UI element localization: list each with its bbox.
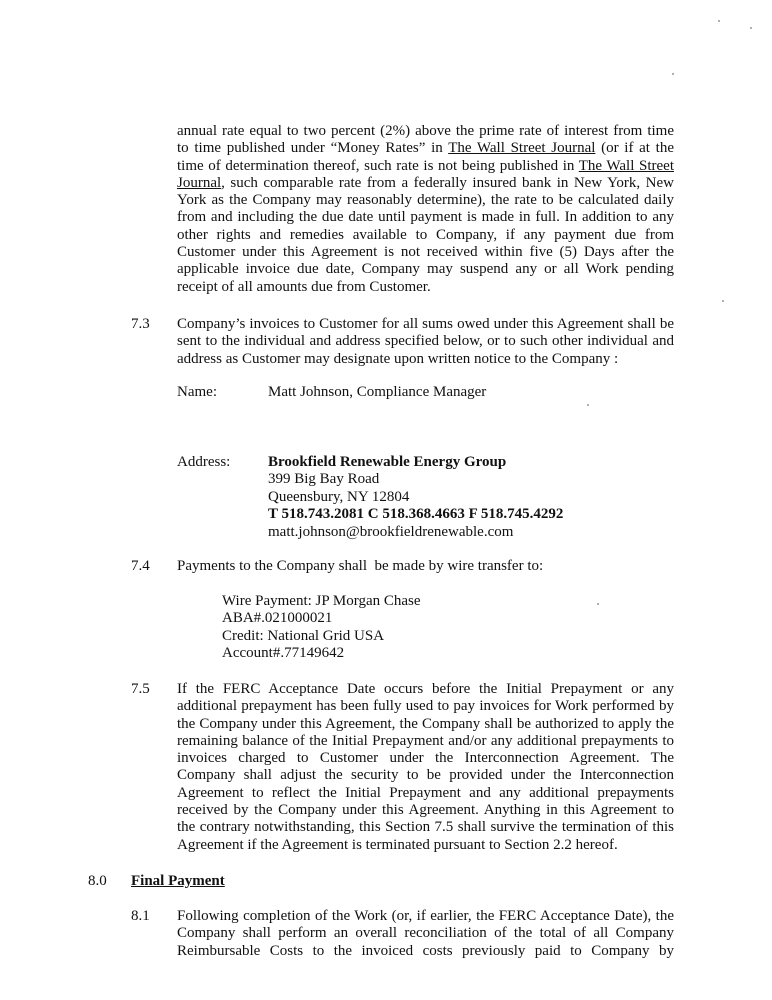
text-line: Agreement to reflect the Initial Prepayment and any additional prepayments <box>177 784 674 801</box>
text-line: additional prepayment has been fully used to pay invoices for Work performed by <box>177 698 674 715</box>
text-line: If the FERC Acceptance Date occurs before the Initial Prepayment or any <box>177 681 674 697</box>
scan-artifact <box>750 27 752 29</box>
text-line: received by the Company under this Agreement. Anything in this Agreement to <box>177 802 674 819</box>
scan-artifact <box>722 300 724 302</box>
text-line: annual rate equal to two percent (2%) above the prime rate of interest from time <box>177 123 674 139</box>
section-title-final-payment: Final Payment <box>131 873 225 889</box>
text-line: time of determination thereof, such rate is not being published in The Wall Street <box>177 157 674 174</box>
company-name: Brookfield Renewable Energy Group <box>268 454 507 470</box>
wire-details <box>222 593 421 663</box>
street-address: 399 Big Bay Road <box>268 471 380 488</box>
text-line: Customer under this Agreement is not received within five (5) Days after the <box>177 244 674 261</box>
wsj-reference: Journal <box>177 174 222 191</box>
scan-artifact <box>718 20 720 22</box>
address-block <box>268 454 563 541</box>
scan-artifact <box>587 404 589 406</box>
paragraph-8-1 <box>177 908 674 960</box>
email-address: matt.johnson@brookfieldrenewable.com <box>268 523 514 540</box>
address-label: Address: <box>177 454 231 470</box>
section-number-7-5: 7.5 <box>131 681 150 697</box>
paragraph-7-3 <box>177 316 674 368</box>
text-line: address as Customer may designate upon written notice to the Company : <box>177 350 619 367</box>
wsj-reference: The Wall Street Journal <box>448 140 596 157</box>
scan-artifact <box>672 73 674 75</box>
text-line: other rights and remedies available to Company, if any payment due from <box>177 226 674 243</box>
wire-payment-bank: Wire Payment: JP Morgan Chase <box>222 593 421 609</box>
text-line: sent to the individual and address specified below, or to such other individual and <box>177 333 674 350</box>
paragraph-7-2-continuation <box>177 123 674 296</box>
text-line: Company’s invoices to Customer for all sums owed under this Agreement shall be <box>177 316 674 332</box>
credit-recipient: Credit: National Grid USA <box>222 627 385 644</box>
name-label: Name: <box>177 384 217 400</box>
scan-artifact <box>597 603 599 605</box>
aba-number: ABA#.021000021 <box>222 610 333 627</box>
text-line: Reimbursable Costs to the invoiced costs previously paid to Company by <box>177 942 674 959</box>
text-line: Agreement if the Agreement is terminated pursuant to Section 2.2 hereof. <box>177 836 618 853</box>
city-state-zip: Queensbury, NY 12804 <box>268 488 410 505</box>
text-line: receipt of all amounts due from Customer. <box>177 278 431 295</box>
text-line: Following completion of the Work (or, if earlier, the FERC Acceptance Date), the <box>177 908 674 924</box>
text-line: the Company under this Agreement, the Company shall be authorized to apply the <box>177 715 674 732</box>
text-line: to time published under “Money Rates” in The Wall Street Journal (or if at the <box>177 140 674 157</box>
text-line: the contrary notwithstanding, this Section 7.5 shall survive the termination of this <box>177 819 674 836</box>
text-line: remaining balance of the Initial Prepayment and/or any additional prepayments to <box>177 732 674 749</box>
text-line: Company shall adjust the security to be provided under the Interconnection <box>177 767 674 784</box>
text-line: Company shall perform an overall reconciliation of the total of all Company <box>177 925 674 942</box>
section-number-8-0: 8.0 <box>88 873 107 889</box>
text-line: Journal, such comparable rate from a federally insured bank in New York, New <box>177 174 674 191</box>
paragraph-7-5 <box>177 681 674 854</box>
phone-fax-numbers: T 518.743.2081 C 518.368.4663 F 518.745.4292 <box>268 506 564 523</box>
text-line: applicable invoice due date, Company may suspend any or all Work pending <box>177 261 674 278</box>
section-number-7-3: 7.3 <box>131 316 150 332</box>
section-number-8-1: 8.1 <box>131 908 150 924</box>
account-number: Account#.77149642 <box>222 645 345 662</box>
section-number-7-4: 7.4 <box>131 558 150 574</box>
wsj-reference: The Wall Street <box>578 157 674 174</box>
name-value: Matt Johnson, Compliance Manager <box>268 384 487 400</box>
text-line: York as the Company may reasonably determine), the rate to be calculated daily <box>177 192 674 209</box>
paragraph-7-4: Payments to the Company shall be made by wire transfer to: <box>177 558 544 574</box>
text-line: from and including the due date until payment is made in full. In addition to any <box>177 209 674 226</box>
text-line: invoices charged to Customer under the Interconnection Agreement. The <box>177 750 674 767</box>
